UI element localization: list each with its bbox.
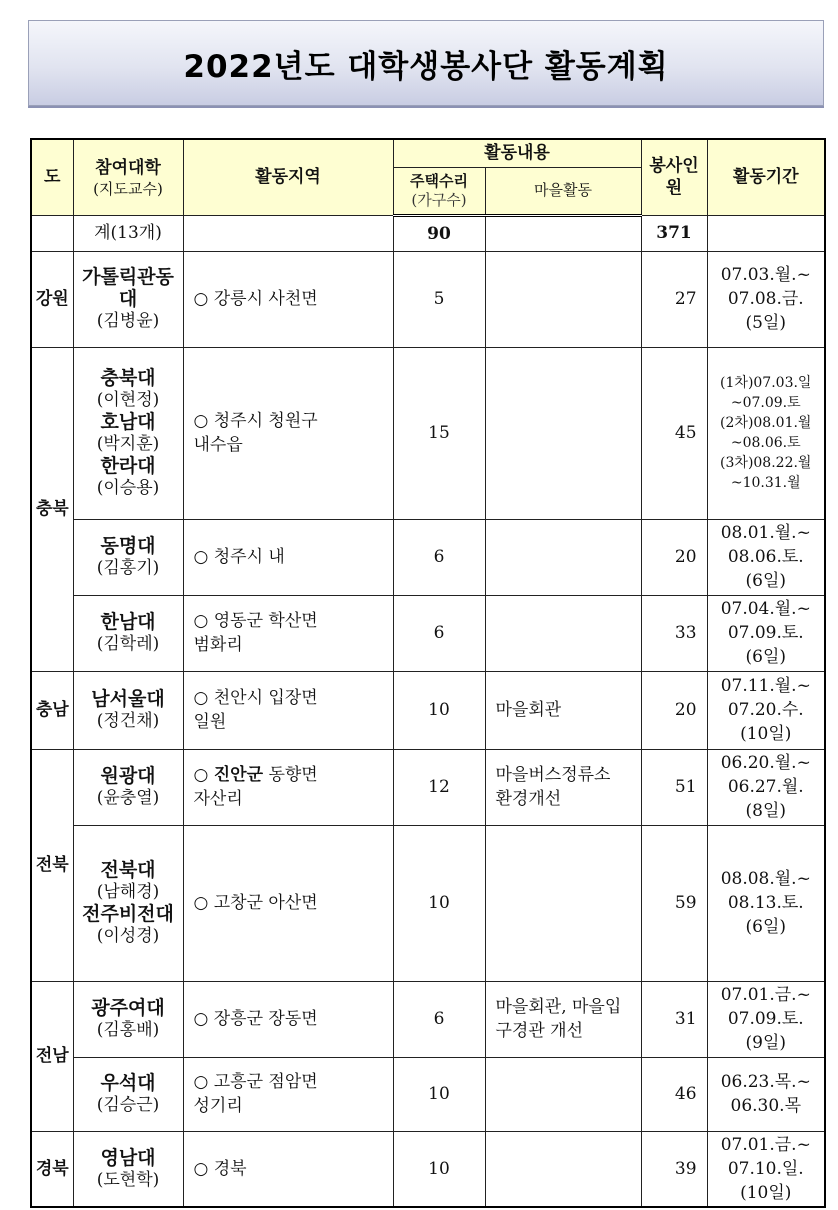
village-cell: 마을회관 xyxy=(485,671,641,749)
prof-name: (정건채) xyxy=(96,711,160,731)
period-cell xyxy=(707,251,825,347)
village-cell xyxy=(485,347,641,519)
activity-plan-table xyxy=(30,138,826,1208)
housing-cell: 10 xyxy=(393,825,485,981)
housing-cell: 12 xyxy=(393,749,485,825)
table-row xyxy=(31,595,825,671)
univ-cell xyxy=(73,825,183,981)
univ-name: 전주비전대 xyxy=(82,903,174,925)
prof-name: (윤충열) xyxy=(96,788,160,808)
table-row xyxy=(31,981,825,1057)
area-bold: 진안군 xyxy=(213,765,264,785)
prof-name: (김홍배) xyxy=(96,1020,160,1040)
univ-name: 가톨릭관동대 xyxy=(82,266,174,310)
period-line: (6일) xyxy=(745,647,787,667)
total-housing: 90 xyxy=(393,215,485,251)
header-people: 봉사인원 xyxy=(641,139,707,215)
period-line: 07.04.월.~ xyxy=(720,599,811,619)
period-line: 06.20.월.~ xyxy=(720,753,811,773)
univ-cell xyxy=(73,519,183,595)
header-period: 활동기간 xyxy=(707,139,825,215)
period-line: (10일) xyxy=(740,724,792,744)
prof-name: (이승용) xyxy=(96,478,160,498)
housing-cell: 6 xyxy=(393,519,485,595)
univ-name: 한라대 xyxy=(100,455,156,477)
univ-name: 우석대 xyxy=(100,1072,156,1094)
housing-cell: 15 xyxy=(393,347,485,519)
area-cell: ○ 경북 xyxy=(183,1131,393,1207)
univ-name: 한남대 xyxy=(100,611,156,633)
period-line: 07.01.금.~ xyxy=(720,1134,811,1155)
univ-name: 동명대 xyxy=(100,535,156,557)
univ-name: 남서울대 xyxy=(91,688,165,710)
area-cell: ○ 고흥군 점암면 성기리 xyxy=(183,1057,393,1131)
table-row xyxy=(31,251,825,347)
header-activity: 활동내용 xyxy=(393,139,641,167)
village-cell xyxy=(485,1057,641,1131)
prof-name: (남해경) xyxy=(96,882,160,902)
period-cell xyxy=(707,519,825,595)
province-cell: 전북 xyxy=(31,749,73,981)
period-cell xyxy=(707,981,825,1057)
table-row xyxy=(31,825,825,981)
header-village: 마을활동 xyxy=(485,167,641,215)
people-cell: 39 xyxy=(641,1131,707,1207)
housing-cell: 6 xyxy=(393,595,485,671)
prof-name: (도현학) xyxy=(96,1169,160,1190)
period-line: 08.06.토. xyxy=(727,547,804,567)
period-line: ~07.09.토 xyxy=(730,395,801,411)
table-row xyxy=(31,519,825,595)
village-cell: 마을버스정류소 환경개선 xyxy=(485,749,641,825)
period-line: 06.23.목.~ xyxy=(720,1072,811,1092)
period-line: 08.01.월.~ xyxy=(720,523,811,543)
village-cell xyxy=(485,1131,641,1207)
period-line: 07.01.금.~ xyxy=(720,985,811,1005)
header-univ-sub: (지도교수) xyxy=(93,179,163,198)
univ-cell xyxy=(73,595,183,671)
header-province: 도 xyxy=(31,139,73,215)
people-cell: 46 xyxy=(641,1057,707,1131)
univ-cell xyxy=(73,1057,183,1131)
people-cell: 27 xyxy=(641,251,707,347)
header-univ-label: 참여대학 xyxy=(95,157,161,178)
univ-name: 충북대 xyxy=(100,367,156,389)
area-cell: ○ 청주시 내 xyxy=(183,519,393,595)
prof-name: (이현정) xyxy=(96,390,160,410)
table-row xyxy=(31,347,825,519)
header-housing-label: 주택수리 xyxy=(410,171,468,190)
total-label: 계(13개) xyxy=(73,215,183,251)
people-cell: 20 xyxy=(641,671,707,749)
univ-cell xyxy=(73,749,183,825)
period-line: (6일) xyxy=(745,571,787,591)
period-line: 08.13.토. xyxy=(727,893,804,913)
period-line: (2차)08.01.월 xyxy=(720,415,812,431)
area-cell: ○ 장흥군 장동면 xyxy=(183,981,393,1057)
period-line: 07.20.수. xyxy=(727,700,804,720)
header-housing-sub: (가구수) xyxy=(411,190,467,209)
area-cell: ○ 청주시 청원구 내수읍 xyxy=(183,347,393,519)
period-line: 07.11.월.~ xyxy=(720,676,811,696)
period-line: ~10.31.월 xyxy=(730,475,801,491)
area-rest: 동향면 자산리 xyxy=(193,765,318,809)
header-row-1 xyxy=(31,139,825,167)
univ-name: 원광대 xyxy=(100,765,156,787)
people-cell: 20 xyxy=(641,519,707,595)
period-cell xyxy=(707,825,825,981)
period-cell xyxy=(707,671,825,749)
header-housing xyxy=(393,167,485,215)
period-line: 08.08.월.~ xyxy=(720,869,811,889)
province-cell: 강원 xyxy=(31,251,73,347)
prof-name: (김학레) xyxy=(96,634,160,654)
total-row xyxy=(31,215,825,251)
header-univ xyxy=(73,139,183,215)
univ-cell xyxy=(73,671,183,749)
housing-cell: 5 xyxy=(393,251,485,347)
period-cell xyxy=(707,749,825,825)
people-cell: 33 xyxy=(641,595,707,671)
prof-name: (김병윤) xyxy=(96,311,160,331)
period-line: (8일) xyxy=(745,801,787,821)
univ-cell xyxy=(73,347,183,519)
total-people: 371 xyxy=(641,215,707,251)
univ-name: 광주여대 xyxy=(91,997,165,1019)
province-cell: 경북 xyxy=(31,1131,73,1207)
prof-name: (김홍기) xyxy=(96,558,160,578)
province-cell: 충남 xyxy=(31,671,73,749)
univ-name: 영남대 xyxy=(100,1146,156,1169)
period-line: 06.30.목 xyxy=(730,1096,802,1116)
period-cell xyxy=(707,595,825,671)
table-row xyxy=(31,1131,825,1207)
people-cell: 51 xyxy=(641,749,707,825)
period-line: (5일) xyxy=(745,313,787,333)
village-cell xyxy=(485,519,641,595)
province-cell: 충북 xyxy=(31,347,73,671)
period-cell xyxy=(707,1131,825,1207)
housing-cell: 10 xyxy=(393,1057,485,1131)
univ-name: 전북대 xyxy=(100,859,156,881)
people-cell: 45 xyxy=(641,347,707,519)
village-cell xyxy=(485,251,641,347)
period-line: 07.10.일. xyxy=(727,1158,804,1179)
period-line: (1차)07.03.일 xyxy=(720,375,812,391)
title-banner xyxy=(28,20,824,106)
period-cell xyxy=(707,347,825,519)
people-cell: 31 xyxy=(641,981,707,1057)
period-cell xyxy=(707,1057,825,1131)
page-title: 2022년도 대학생봉사단 활동계획 xyxy=(183,48,669,85)
village-cell xyxy=(485,825,641,981)
period-line: (3차)08.22.월 xyxy=(720,455,812,471)
period-line: (6일) xyxy=(745,917,787,937)
period-line: 06.27.월. xyxy=(727,777,804,797)
area-cell: ○ 천안시 입장면 일원 xyxy=(183,671,393,749)
area-cell: ○ 고창군 아산면 xyxy=(183,825,393,981)
prof-name: (이성경) xyxy=(96,926,160,946)
housing-cell: 6 xyxy=(393,981,485,1057)
period-line: 07.08.금. xyxy=(727,289,804,309)
period-line: ~08.06.토 xyxy=(730,435,801,451)
period-line: (9일) xyxy=(745,1033,787,1053)
village-cell: 마을회관, 마을입구경관 개선 xyxy=(485,981,641,1057)
univ-name: 호남대 xyxy=(100,411,156,433)
period-line: 07.03.월.~ xyxy=(720,265,811,285)
housing-cell: 10 xyxy=(393,671,485,749)
table-row xyxy=(31,1057,825,1131)
area-cell: ○ 강릉시 사천면 xyxy=(183,251,393,347)
period-line: 07.09.토. xyxy=(727,623,804,643)
univ-cell xyxy=(73,1131,183,1207)
univ-cell xyxy=(73,251,183,347)
area-cell: ○ 영동군 학산면 범화리 xyxy=(183,595,393,671)
area-cell: ○ 진안군 동향면 자산리 xyxy=(183,749,393,825)
prof-name: (박지훈) xyxy=(96,434,160,454)
header-area: 활동지역 xyxy=(183,139,393,215)
people-cell: 59 xyxy=(641,825,707,981)
prof-name: (김승근) xyxy=(96,1095,160,1115)
period-line: (10일) xyxy=(740,1182,792,1203)
period-line: 07.09.토. xyxy=(727,1009,804,1029)
province-cell: 전남 xyxy=(31,981,73,1131)
table-row xyxy=(31,671,825,749)
village-cell xyxy=(485,595,641,671)
table-row xyxy=(31,749,825,825)
univ-cell xyxy=(73,981,183,1057)
housing-cell: 10 xyxy=(393,1131,485,1207)
